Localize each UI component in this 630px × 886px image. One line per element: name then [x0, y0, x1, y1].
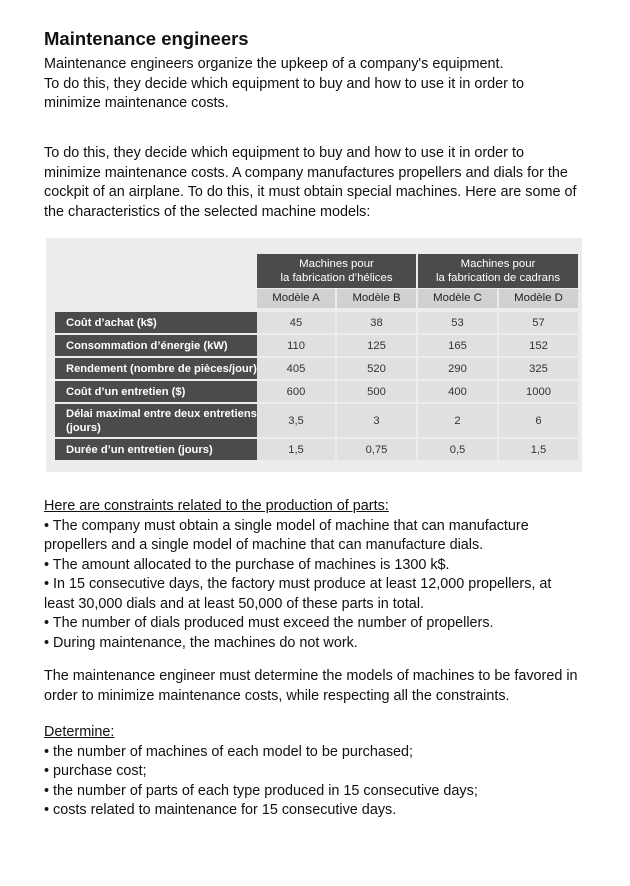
row-label-yield: Rendement (nombre de pièces/jour)	[55, 358, 301, 379]
row-label-maintenance-cost: Coût d’un entretien ($)	[55, 381, 301, 402]
context-paragraph	[44, 144, 589, 222]
intro-paragraph	[44, 55, 589, 114]
header-line: Machines pour	[460, 258, 536, 270]
row-label-maintenance-duration: Durée d’un entretien (jours)	[55, 439, 301, 460]
conclusion-line: order to minimize maintenance costs, while respecting all the constraints.	[44, 687, 510, 704]
page-title: Maintenance engineers	[44, 28, 249, 49]
table-cell: 152	[499, 335, 578, 356]
table-cell: 110	[257, 335, 335, 356]
constraint-line: • During maintenance, the machines do not work.	[44, 634, 358, 651]
table-cell: 0,5	[418, 439, 497, 460]
table-cell: 125	[337, 335, 416, 356]
table-cell: 3	[337, 404, 416, 437]
row-label-line: Délai maximal entre deux entretiens	[66, 407, 257, 420]
intro-line: minimize maintenance costs.	[44, 95, 229, 111]
constraint-line: • The number of dials produced must exceed the number of propellers.	[44, 615, 494, 631]
constraint-line: • The company must obtain a single model of machine that can manufacture	[44, 517, 529, 534]
context-line: minimize maintenance costs. A company manufactures propellers and dials for the	[44, 164, 568, 181]
table-cell: 400	[418, 381, 497, 402]
row-label-energy: Consommation d’énergie (kW)	[55, 335, 301, 356]
header-line: Machines pour	[299, 258, 374, 270]
propeller-machines-header	[257, 254, 416, 288]
header-line: la fabrication d’hélices	[280, 272, 393, 284]
constraint-line: propellers and a single model of machine that can manufacture dials.	[44, 537, 484, 553]
table-cell: 1000	[499, 381, 578, 402]
determine-line: • the number of parts of each type produced in 15 consecutive days;	[44, 782, 478, 799]
determine-line: • the number of machines of each model to be purchased;	[44, 743, 414, 760]
table-cell: 325	[499, 358, 578, 379]
machine-characteristics-table	[46, 238, 582, 472]
conclusion-paragraph	[44, 667, 589, 706]
table-cell: 38	[337, 312, 416, 333]
table-cell: 405	[257, 358, 335, 379]
header-line: la fabrication de cadrans	[435, 272, 561, 284]
constraint-line: • In 15 consecutive days, the factory must produce at least 12,000 propellers, at	[44, 576, 552, 592]
table-cell: 500	[337, 381, 416, 402]
table-cell: 1,5	[499, 439, 578, 460]
table-cell: 520	[337, 358, 416, 379]
intro-line: To do this, they decide which equipment to buy and how to use it in order to	[44, 75, 524, 92]
row-label-line: (jours)	[66, 421, 101, 434]
table-cell: 57	[499, 312, 578, 333]
table-cell: 3,5	[257, 404, 335, 437]
context-line: To do this, they decide which equipment to buy and how to use it in order to	[44, 145, 524, 161]
model-b-header: Modèle B	[337, 289, 416, 308]
table-cell: 165	[418, 335, 497, 356]
table-cell: 53	[418, 312, 497, 333]
model-d-header: Modèle D	[499, 289, 578, 308]
determine-line: • purchase cost;	[44, 763, 147, 779]
constraints-heading: Here are constraints related to the production of parts:	[44, 498, 389, 514]
intro-line: Maintenance engineers organize the upkeep of a company's equipment.	[44, 56, 504, 72]
table-cell: 0,75	[337, 439, 416, 460]
model-c-header: Modèle C	[418, 289, 497, 308]
conclusion-line: The maintenance engineer must determine the models of machines to be favored in	[44, 668, 578, 684]
constraint-line: least 30,000 dials and at least 50,000 of these parts in total.	[44, 595, 425, 612]
table-cell: 2	[418, 404, 497, 437]
constraint-line: • The amount allocated to the purchase of machines is 1300 k$.	[44, 556, 450, 573]
determine-heading: Determine:	[44, 724, 115, 740]
table-cell: 45	[257, 312, 335, 333]
table-cell: 600	[257, 381, 335, 402]
table-cell: 1,5	[257, 439, 335, 460]
context-line: the characteristics of the selected machine models:	[44, 203, 371, 220]
table-cell: 290	[418, 358, 497, 379]
determine-section	[44, 723, 589, 821]
dial-machines-header	[418, 254, 578, 288]
context-line: cockpit of an airplane. To do this, it must obtain special machines. Here are some of	[44, 184, 577, 200]
table-cell: 6	[499, 404, 578, 437]
model-a-header: Modèle A	[257, 289, 335, 308]
determine-line: • costs related to maintenance for 15 consecutive days.	[44, 802, 397, 818]
constraints-section	[44, 497, 589, 653]
row-label-purchase-cost: Coût d’achat (k$)	[55, 312, 301, 333]
